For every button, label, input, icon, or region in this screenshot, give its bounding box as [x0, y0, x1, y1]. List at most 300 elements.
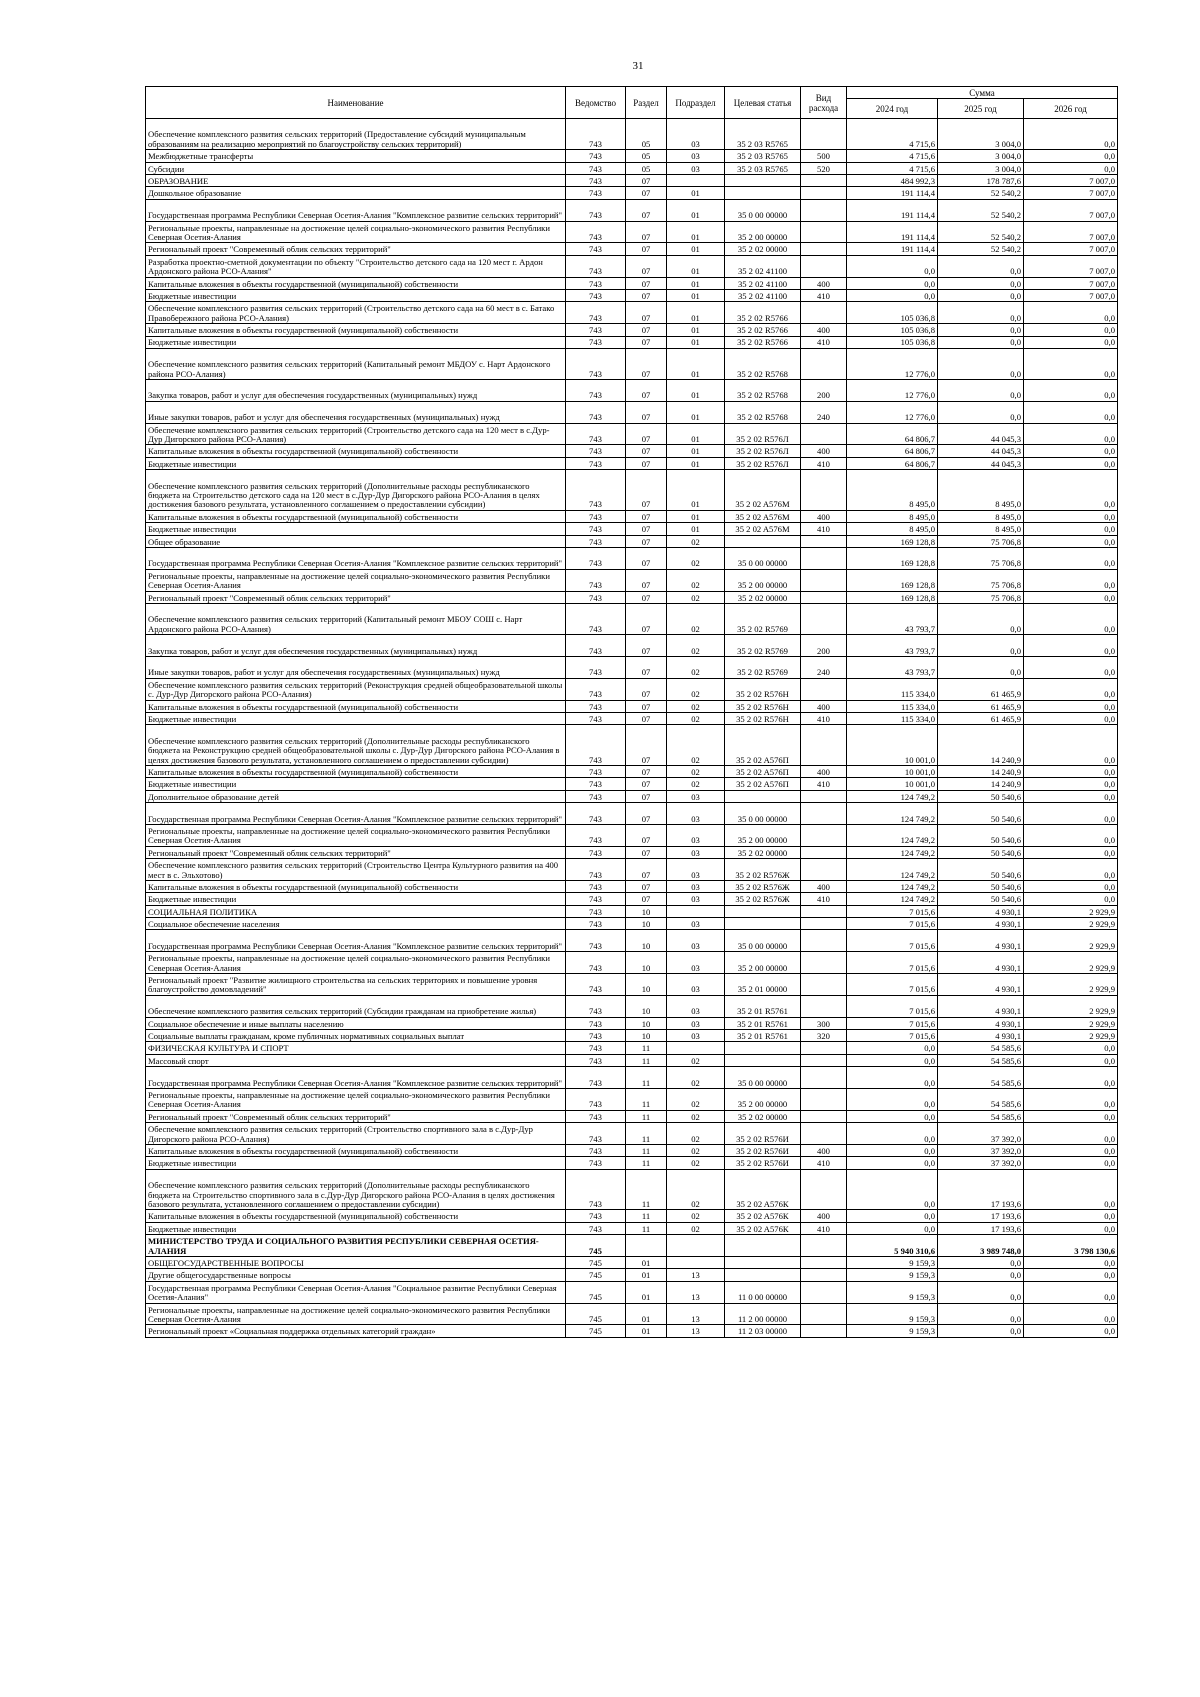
row-section: 10 [626, 918, 667, 930]
row-2024: 105 036,8 [847, 336, 938, 348]
row-section: 07 [626, 174, 667, 186]
row-target: 35 2 02 A576П [725, 765, 801, 777]
table-row [146, 510, 1118, 522]
row-kind: 240 [801, 401, 847, 423]
table-row [146, 995, 1118, 1017]
row-target: 35 2 02 R576И [725, 1123, 801, 1145]
row-subsection: 03 [667, 952, 725, 974]
table-row [146, 1269, 1118, 1281]
table-row [146, 880, 1118, 892]
row-target: 35 2 02 R5768 [725, 380, 801, 402]
row-2025: 4 930,1 [938, 918, 1024, 930]
row-name: Региональный проект "Современный облик сельских территорий" [146, 846, 566, 858]
row-target: 35 2 02 R576Ж [725, 859, 801, 881]
row-section: 07 [626, 712, 667, 724]
table-row [146, 974, 1118, 996]
row-kind: 400 [801, 324, 847, 336]
row-2026: 0,0 [1024, 1067, 1118, 1089]
row-dept: 743 [566, 930, 626, 952]
row-2026: 0,0 [1024, 591, 1118, 603]
table-row [146, 635, 1118, 657]
row-2024: 0,0 [847, 1123, 938, 1145]
row-2025: 0,0 [938, 604, 1024, 635]
row-section: 07 [626, 535, 667, 547]
row-kind [801, 952, 847, 974]
table-row [146, 952, 1118, 974]
row-subsection: 02 [667, 1145, 725, 1157]
row-kind [801, 803, 847, 825]
row-kind [801, 1269, 847, 1281]
row-kind: 240 [801, 656, 847, 678]
row-2026: 0,0 [1024, 162, 1118, 174]
row-section: 07 [626, 255, 667, 277]
row-section: 05 [626, 150, 667, 162]
table-row [146, 604, 1118, 635]
row-target [725, 790, 801, 802]
row-2024: 0,0 [847, 1089, 938, 1111]
row-2026: 0,0 [1024, 401, 1118, 423]
row-section: 07 [626, 725, 667, 766]
row-2026: 0,0 [1024, 604, 1118, 635]
row-kind [801, 824, 847, 846]
row-2026: 0,0 [1024, 790, 1118, 802]
table-row [146, 930, 1118, 952]
row-name: Иные закупки товаров, работ и услуг для обеспечения государственных (муниципальных) нужд [146, 656, 566, 678]
row-2026: 0,0 [1024, 1042, 1118, 1054]
row-name: Региональный проект «Социальная поддержка отдельных категорий граждан» [146, 1325, 566, 1337]
row-2024: 8 495,0 [847, 510, 938, 522]
row-2024: 9 159,3 [847, 1281, 938, 1303]
row-kind: 400 [801, 277, 847, 289]
table-row [146, 150, 1118, 162]
row-2024: 7 015,6 [847, 905, 938, 917]
row-2026: 0,0 [1024, 1157, 1118, 1169]
row-dept: 743 [566, 569, 626, 591]
row-section: 01 [626, 1325, 667, 1337]
row-name: Капитальные вложения в объекты государственной (муниципальной) собственности [146, 1210, 566, 1222]
row-2026: 2 929,9 [1024, 1017, 1118, 1029]
row-section: 07 [626, 470, 667, 511]
row-subsection: 13 [667, 1325, 725, 1337]
row-target: 35 2 02 R5769 [725, 656, 801, 678]
row-section: 07 [626, 243, 667, 255]
row-kind: 500 [801, 150, 847, 162]
row-2026: 0,0 [1024, 824, 1118, 846]
table-row [146, 445, 1118, 457]
table-row [146, 401, 1118, 423]
row-dept: 743 [566, 905, 626, 917]
row-2025: 50 540,6 [938, 803, 1024, 825]
row-subsection: 02 [667, 656, 725, 678]
row-2026: 0,0 [1024, 324, 1118, 336]
row-2025: 4 930,1 [938, 905, 1024, 917]
row-2024: 43 793,7 [847, 635, 938, 657]
row-target: 35 0 00 00000 [725, 199, 801, 221]
row-2026: 2 929,9 [1024, 930, 1118, 952]
row-2025: 52 540,2 [938, 187, 1024, 199]
row-target: 35 2 02 A576К [725, 1169, 801, 1210]
row-2026: 0,0 [1024, 778, 1118, 790]
row-dept: 745 [566, 1256, 626, 1268]
row-subsection: 02 [667, 535, 725, 547]
row-subsection: 01 [667, 380, 725, 402]
row-name: Бюджетные инвестиции [146, 778, 566, 790]
row-2026: 2 929,9 [1024, 905, 1118, 917]
row-2025: 4 930,1 [938, 995, 1024, 1017]
row-kind [801, 725, 847, 766]
row-target: 35 2 02 00000 [725, 846, 801, 858]
row-kind [801, 1067, 847, 1089]
budget-table [145, 86, 1118, 1338]
row-dept: 743 [566, 199, 626, 221]
row-dept: 743 [566, 591, 626, 603]
row-name: Региональные проекты, направленные на достижение целей социально-экономического развития Республики Северная Осетия-Алания [146, 569, 566, 591]
row-subsection: 03 [667, 995, 725, 1017]
row-2024: 191 114,4 [847, 199, 938, 221]
row-2025: 17 193,6 [938, 1210, 1024, 1222]
row-subsection: 02 [667, 635, 725, 657]
row-2025: 0,0 [938, 1303, 1024, 1325]
row-target [725, 1054, 801, 1066]
row-target: 35 2 01 R5761 [725, 995, 801, 1017]
row-2024: 124 749,2 [847, 790, 938, 802]
row-name: Региональные проекты, направленные на достижение целей социально-экономического развития Республики Северная Осетия-Алания [146, 1303, 566, 1325]
row-name: Региональный проект "Современный облик сельских территорий" [146, 1110, 566, 1122]
table-row [146, 712, 1118, 724]
row-dept: 743 [566, 1089, 626, 1111]
row-section: 07 [626, 700, 667, 712]
row-kind [801, 1303, 847, 1325]
row-kind: 400 [801, 1210, 847, 1222]
row-kind [801, 243, 847, 255]
row-name: Капитальные вложения в объекты государственной (муниципальной) собственности [146, 445, 566, 457]
row-dept: 743 [566, 604, 626, 635]
row-2025: 61 465,9 [938, 678, 1024, 700]
row-2025: 0,0 [938, 289, 1024, 301]
row-2024: 169 128,8 [847, 535, 938, 547]
row-2025: 54 585,6 [938, 1054, 1024, 1066]
row-2025: 54 585,6 [938, 1089, 1024, 1111]
row-kind [801, 199, 847, 221]
row-section: 10 [626, 952, 667, 974]
row-kind [801, 174, 847, 186]
row-subsection: 03 [667, 930, 725, 952]
row-2024: 0,0 [847, 1067, 938, 1089]
row-dept: 745 [566, 1269, 626, 1281]
row-kind: 320 [801, 1030, 847, 1042]
row-name: Бюджетные инвестиции [146, 289, 566, 301]
row-2025: 3 004,0 [938, 119, 1024, 150]
row-2025: 0,0 [938, 1281, 1024, 1303]
row-subsection: 01 [667, 401, 725, 423]
row-target [725, 918, 801, 930]
row-dept: 743 [566, 535, 626, 547]
row-dept: 743 [566, 457, 626, 469]
row-dept: 745 [566, 1325, 626, 1337]
row-dept: 743 [566, 277, 626, 289]
row-2024: 124 749,2 [847, 880, 938, 892]
row-2025: 14 240,9 [938, 765, 1024, 777]
row-target [725, 1235, 801, 1257]
row-kind [801, 1110, 847, 1122]
row-2025: 0,0 [938, 277, 1024, 289]
row-dept: 743 [566, 880, 626, 892]
row-2024: 115 334,0 [847, 700, 938, 712]
row-dept: 743 [566, 765, 626, 777]
row-kind: 400 [801, 1145, 847, 1157]
row-section: 01 [626, 1281, 667, 1303]
row-kind [801, 348, 847, 379]
row-2026: 0,0 [1024, 569, 1118, 591]
row-section: 07 [626, 457, 667, 469]
row-name: МИНИСТЕРСТВО ТРУДА И СОЦИАЛЬНОГО РАЗВИТИЯ РЕСПУБЛИКИ СЕВЕРНАЯ ОСЕТИЯ-АЛАНИЯ [146, 1235, 566, 1257]
row-target: 35 0 00 00000 [725, 930, 801, 952]
row-2025: 52 540,2 [938, 199, 1024, 221]
row-name: Социальное обеспечение и иные выплаты населению [146, 1017, 566, 1029]
row-name: Обеспечение комплексного развития сельских территорий (Реконструкция средней общеобразовательной школы с. Дур-Дур Дигорского района РСО-Алания) [146, 678, 566, 700]
row-target [725, 187, 801, 199]
table-row [146, 678, 1118, 700]
row-kind [801, 535, 847, 547]
row-dept: 745 [566, 1303, 626, 1325]
row-name: Социальные выплаты гражданам, кроме публичных нормативных социальных выплат [146, 1030, 566, 1042]
table-row [146, 778, 1118, 790]
row-2025: 8 495,0 [938, 523, 1024, 535]
row-subsection: 02 [667, 725, 725, 766]
row-target: 35 2 00 00000 [725, 952, 801, 974]
table-row [146, 1210, 1118, 1222]
row-section: 07 [626, 824, 667, 846]
row-2026: 0,0 [1024, 1222, 1118, 1234]
row-kind: 410 [801, 712, 847, 724]
row-dept: 743 [566, 952, 626, 974]
row-2025: 54 585,6 [938, 1110, 1024, 1122]
row-section: 10 [626, 930, 667, 952]
row-2024: 124 749,2 [847, 824, 938, 846]
row-dept: 743 [566, 401, 626, 423]
row-2025: 37 392,0 [938, 1157, 1024, 1169]
row-subsection: 03 [667, 893, 725, 905]
row-name: Другие общегосударственные вопросы [146, 1269, 566, 1281]
row-2025: 0,0 [938, 401, 1024, 423]
table-row [146, 457, 1118, 469]
row-dept: 743 [566, 778, 626, 790]
row-section: 07 [626, 656, 667, 678]
row-2026: 0,0 [1024, 635, 1118, 657]
row-name: Бюджетные инвестиции [146, 336, 566, 348]
row-name: ОБРАЗОВАНИЕ [146, 174, 566, 186]
row-section: 07 [626, 277, 667, 289]
row-dept: 743 [566, 380, 626, 402]
row-section: 07 [626, 510, 667, 522]
row-target: 35 2 02 R576Н [725, 678, 801, 700]
row-kind [801, 1169, 847, 1210]
row-section: 07 [626, 859, 667, 881]
row-subsection: 02 [667, 1210, 725, 1222]
row-kind [801, 1054, 847, 1066]
row-target: 35 0 00 00000 [725, 548, 801, 570]
row-target: 11 2 00 00000 [725, 1303, 801, 1325]
row-kind [801, 470, 847, 511]
row-section: 01 [626, 1269, 667, 1281]
row-target [725, 1269, 801, 1281]
row-2024: 8 495,0 [847, 470, 938, 511]
row-name: Бюджетные инвестиции [146, 523, 566, 535]
row-2025: 0,0 [938, 1325, 1024, 1337]
row-subsection: 02 [667, 604, 725, 635]
row-2025: 50 540,6 [938, 859, 1024, 881]
row-dept: 743 [566, 700, 626, 712]
row-kind [801, 1281, 847, 1303]
row-name: Обеспечение комплексного развития сельских территорий (Строительство спортивного зала в с.Дур-Дур Дигорского района РСО-Алания) [146, 1123, 566, 1145]
row-section: 07 [626, 401, 667, 423]
row-subsection: 03 [667, 974, 725, 996]
row-kind: 410 [801, 336, 847, 348]
row-2024: 124 749,2 [847, 846, 938, 858]
row-subsection: 03 [667, 1017, 725, 1029]
table-row [146, 535, 1118, 547]
row-dept: 743 [566, 1169, 626, 1210]
row-2025: 14 240,9 [938, 725, 1024, 766]
row-subsection: 01 [667, 423, 725, 445]
row-dept: 743 [566, 1030, 626, 1042]
row-2024: 4 715,6 [847, 162, 938, 174]
row-kind: 410 [801, 457, 847, 469]
row-target: 35 2 02 R5768 [725, 348, 801, 379]
row-subsection: 03 [667, 859, 725, 881]
header-subsection: Подраздел [667, 87, 725, 119]
row-subsection: 01 [667, 255, 725, 277]
row-kind: 410 [801, 1157, 847, 1169]
row-subsection: 02 [667, 569, 725, 591]
row-dept: 743 [566, 523, 626, 535]
row-subsection [667, 174, 725, 186]
row-2025: 37 392,0 [938, 1123, 1024, 1145]
row-section: 10 [626, 1030, 667, 1042]
row-name: Обеспечение комплексного развития сельских территорий (Строительство детского сада на 60 мест в с. Батако Правобережного района РСО-Алания) [146, 302, 566, 324]
row-subsection: 02 [667, 1222, 725, 1234]
row-2026: 2 929,9 [1024, 995, 1118, 1017]
row-dept: 743 [566, 1054, 626, 1066]
row-subsection: 01 [667, 457, 725, 469]
row-2024: 191 114,4 [847, 187, 938, 199]
table-row [146, 1256, 1118, 1268]
row-kind [801, 591, 847, 603]
row-subsection: 01 [667, 523, 725, 535]
row-subsection: 01 [667, 187, 725, 199]
row-name: Капитальные вложения в объекты государственной (муниципальной) собственности [146, 277, 566, 289]
table-row [146, 119, 1118, 150]
table-row [146, 548, 1118, 570]
row-kind [801, 302, 847, 324]
table-row [146, 824, 1118, 846]
row-2024: 43 793,7 [847, 656, 938, 678]
header-dept: Ведомство [566, 87, 626, 119]
row-name: Региональные проекты, направленные на достижение целей социально-экономического развития Республики Северная Осетия-Алания [146, 1089, 566, 1111]
table-row [146, 1145, 1118, 1157]
row-2024: 124 749,2 [847, 859, 938, 881]
row-target: 35 2 02 R5768 [725, 401, 801, 423]
row-section: 07 [626, 635, 667, 657]
table-row [146, 174, 1118, 186]
row-subsection: 03 [667, 918, 725, 930]
row-name: СОЦИАЛЬНАЯ ПОЛИТИКА [146, 905, 566, 917]
row-target: 35 0 00 00000 [725, 1067, 801, 1089]
row-name: ФИЗИЧЕСКАЯ КУЛЬТУРА И СПОРТ [146, 1042, 566, 1054]
row-section: 11 [626, 1089, 667, 1111]
row-section: 07 [626, 778, 667, 790]
row-name: Обеспечение комплексного развития сельских территорий (Строительство Центра Культурного развития на 400 мест в с. Эльхотово) [146, 859, 566, 881]
row-dept: 743 [566, 803, 626, 825]
row-target: 35 2 00 00000 [725, 1089, 801, 1111]
table-row [146, 1235, 1118, 1257]
row-2026: 0,0 [1024, 846, 1118, 858]
row-subsection: 02 [667, 1067, 725, 1089]
row-target: 35 2 00 00000 [725, 569, 801, 591]
row-name: Общее образование [146, 535, 566, 547]
row-name: Региональный проект "Современный облик сельских территорий" [146, 243, 566, 255]
row-name: Бюджетные инвестиции [146, 712, 566, 724]
row-dept: 743 [566, 255, 626, 277]
row-section: 07 [626, 324, 667, 336]
row-name: Разработка проектно-сметной документации по объекту "Строительство детского сада на 120 мест г. Ардон Ардонского района РСО-Алания" [146, 255, 566, 277]
row-dept: 743 [566, 1110, 626, 1122]
table-body [146, 119, 1118, 1338]
row-target: 35 2 02 R576Л [725, 445, 801, 457]
row-2024: 64 806,7 [847, 457, 938, 469]
row-subsection: 01 [667, 324, 725, 336]
row-2024: 484 992,3 [847, 174, 938, 186]
row-name: Государственная программа Республики Северная Осетия-Алания "Комплексное развитие сельских территорий" [146, 930, 566, 952]
row-dept: 743 [566, 470, 626, 511]
row-2025: 75 706,8 [938, 569, 1024, 591]
row-dept: 743 [566, 150, 626, 162]
row-2025: 8 495,0 [938, 510, 1024, 522]
row-section: 07 [626, 336, 667, 348]
row-target: 35 2 02 00000 [725, 1110, 801, 1122]
row-target: 35 2 02 00000 [725, 243, 801, 255]
row-2026: 0,0 [1024, 725, 1118, 766]
row-section: 07 [626, 548, 667, 570]
row-name: Региональный проект "Современный облик сельских территорий" [146, 591, 566, 603]
row-kind: 410 [801, 289, 847, 301]
row-2026: 0,0 [1024, 1269, 1118, 1281]
row-name: Государственная программа Республики Северная Осетия-Алания "Комплексное развитие сельских территорий" [146, 803, 566, 825]
table-row [146, 289, 1118, 301]
row-2026: 0,0 [1024, 423, 1118, 445]
row-dept: 743 [566, 1222, 626, 1234]
row-name: Региональный проект "Развитие жилищного строительства на сельских территориях и повышение уровня благоустройство домовладений" [146, 974, 566, 996]
row-2024: 9 159,3 [847, 1325, 938, 1337]
row-section: 11 [626, 1054, 667, 1066]
row-dept: 745 [566, 1235, 626, 1257]
row-2024: 0,0 [847, 1210, 938, 1222]
row-2026: 2 929,9 [1024, 952, 1118, 974]
row-section: 07 [626, 678, 667, 700]
row-name: Дошкольное образование [146, 187, 566, 199]
row-section: 10 [626, 974, 667, 996]
row-target: 35 2 02 A576П [725, 725, 801, 766]
row-section: 07 [626, 604, 667, 635]
row-2026: 0,0 [1024, 700, 1118, 712]
row-section: 10 [626, 995, 667, 1017]
header-name: Наименование [146, 87, 566, 119]
row-2025: 4 930,1 [938, 952, 1024, 974]
row-section: 07 [626, 348, 667, 379]
table-row [146, 1042, 1118, 1054]
row-dept: 743 [566, 243, 626, 255]
row-dept: 743 [566, 656, 626, 678]
